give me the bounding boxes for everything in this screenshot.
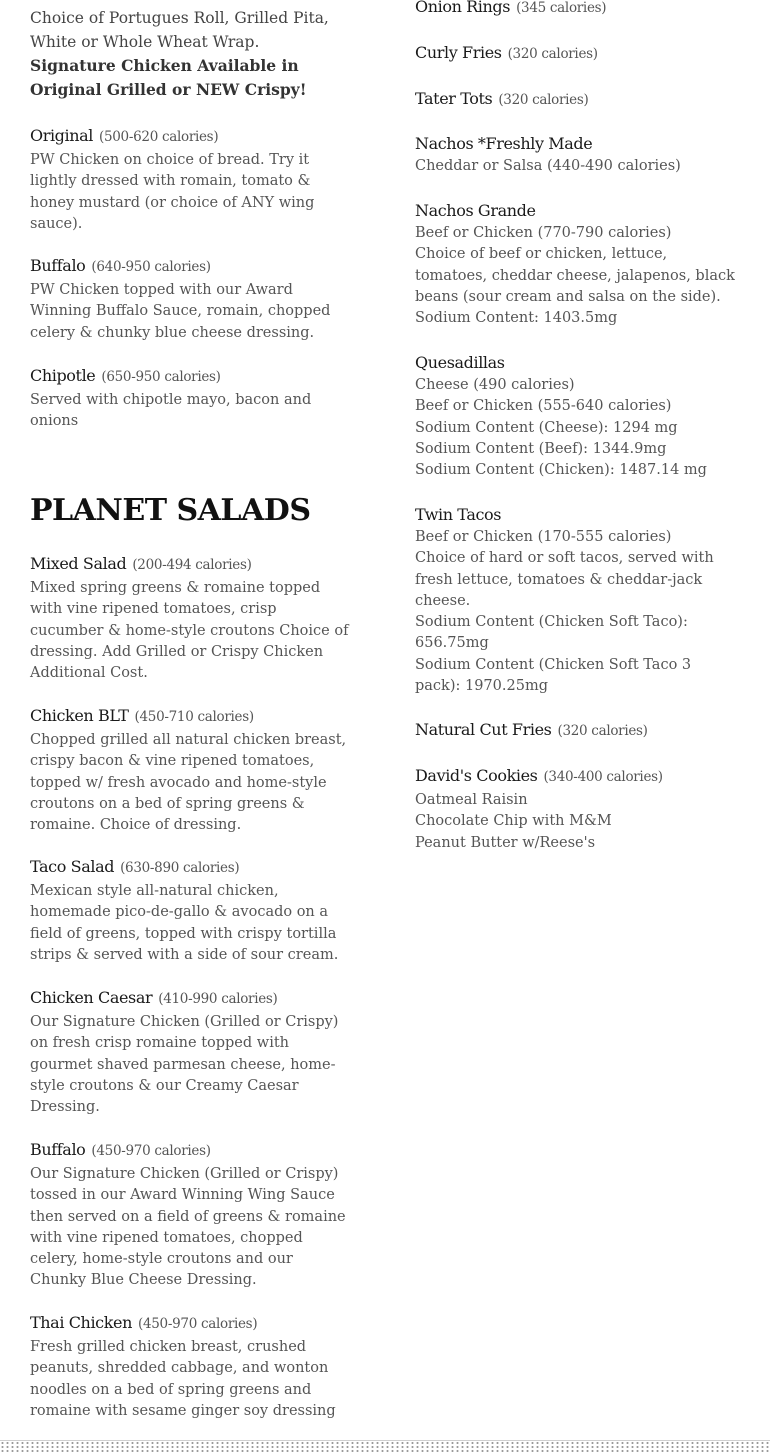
item-name: Nachos *Freshly Made [415,134,593,153]
menu-item-thai-chicken [30,1312,360,1422]
item-description: Our Signature Chicken (Grilled or Crispy) on fresh crisp romaine topped with gourmet shaved parmesan cheese, home- style croutons & our Creamy Caesar Dressing. [30,1014,339,1116]
item-name: Buffalo [30,256,86,275]
item-name: Mixed Salad [30,554,127,573]
item-name: Buffalo [30,1140,86,1159]
item-name: Chicken Caesar [30,988,153,1007]
item-calories: (650-950 calories) [101,369,221,385]
intro-bold-line: Signature Chicken Available in [30,56,299,75]
item-description: Mexican style all-natural chicken, homemade pico-de-gallo & avocado on a field of greens, topped with crispy tortilla strips & served with a side of sour cream. [30,883,339,963]
item-calories: (200-494 calories) [132,557,252,573]
section-title-planet-salads: PLANET SALADS [30,493,311,528]
item-description: Beef or Chicken (770-790 calories) Choice of beef or chicken, lettuce, tomatoes, cheddar cheese, jalapenos, black beans (sour cream and salsa on the side). Sodium Content: 1403.5mg [415,225,735,327]
menu-item-nachos-grande [415,200,755,329]
item-name: Chipotle [30,366,96,385]
item-description: Oatmeal Raisin Chocolate Chip with M&M Peanut Butter w/Reese's [415,792,612,851]
intro-line: White or Whole Wheat Wrap. [30,33,260,51]
item-calories: (450-970 calories) [138,1316,258,1332]
menu-item-davids-cookies [415,765,755,854]
menu-item-mixed-salad [30,553,360,684]
item-name: Quesadillas [415,353,505,372]
item-name: Curly Fries [415,43,502,62]
item-description: Fresh grilled chicken breast, crushed peanuts, shredded cabbage, and wonton noodles on a bed of spring greens and romaine with sesame ginger soy dressing [30,1339,336,1419]
item-description: Our Signature Chicken (Grilled or Crispy) tossed in our Award Winning Wing Sauce then served on a field of greens & romaine with vine ripened tomatoes, chopped celery, home-style croutons and our Chunky Blue Cheese Dressing. [30,1166,346,1289]
menu-item-buffalo-salad [30,1139,360,1292]
item-calories: (450-970 calories) [91,1143,211,1159]
item-calories: (320 calories) [557,723,648,739]
item-calories: (500-620 calories) [99,129,219,145]
item-calories: (320 calories) [498,92,589,108]
item-description: Served with chipotle mayo, bacon and onions [30,392,312,430]
menu-item-tater-tots [415,88,755,111]
menu-item-chicken-blt [30,705,360,836]
menu-item-twin-tacos [415,504,755,697]
item-description: Mixed spring greens & romaine topped with vine ripened tomatoes, crisp cucumber & home-style croutons Choice of dressing. Add Grilled or Crispy Chicken Additional Cost. [30,580,349,682]
item-name: David's Cookies [415,766,538,785]
menu-item-natural-cut-fries [415,719,755,742]
item-calories: (630-890 calories) [120,860,240,876]
item-name: Nachos Grande [415,201,536,220]
intro-bold-line: Original Grilled or NEW Crispy! [30,80,307,99]
item-calories: (320 calories) [507,46,598,62]
item-calories: (640-950 calories) [91,259,211,275]
menu-item-nachos [415,133,755,177]
item-calories: (410-990 calories) [158,991,278,1007]
item-name: Chicken BLT [30,706,129,725]
menu-item-onion-rings [415,0,755,19]
item-calories: (450-710 calories) [134,709,254,725]
menu-item-curly-fries [415,42,755,65]
item-name: Natural Cut Fries [415,720,552,739]
menu-item-original [30,125,360,235]
intro-line: Choice of Portugues Roll, Grilled Pita, [30,9,329,27]
item-name: Onion Rings [415,0,511,16]
item-description: PW Chicken on choice of bread. Try it lightly dressed with romain, tomato & honey mustard (or choice of ANY wing sauce). [30,152,315,232]
item-description: Cheese (490 calories) Beef or Chicken (555-640 calories) Sodium Content (Cheese): 1294 mg Sodium Content (Beef): 1344.9mg Sodium Content (Chicken): 1487.14 mg [415,377,707,479]
menu-item-chipotle [30,365,360,433]
item-name: Twin Tacos [415,505,502,524]
item-calories: (345 calories) [516,0,607,16]
item-description: Chopped grilled all natural chicken breast, crispy bacon & vine ripened tomatoes, topped w/ fresh avocado and home-style croutons on a bed of spring greens & romaine. Choice of dressing. [30,732,347,834]
item-calories: (340-400 calories) [543,769,663,785]
menu-item-chicken-caesar [30,987,360,1118]
item-description: PW Chicken topped with our Award Winning Buffalo Sauce, romain, chopped celery & chunky blue cheese dressing. [30,282,331,341]
item-description: Cheddar or Salsa (440-490 calories) [415,158,681,174]
menu-item-quesadillas [415,352,755,481]
menu-item-taco-salad [30,856,360,966]
dotted-footer-border [0,1440,770,1454]
item-description: Beef or Chicken (170-555 calories) Choice of hard or soft tacos, served with fresh lettuce, tomatoes & cheddar-jack cheese. Sodium Content (Chicken Soft Taco): 656.75mg Sodium Content (Chicken Soft Taco 3 pack): 1970.25mg [415,529,714,695]
item-name: Thai Chicken [30,1313,133,1332]
item-name: Tater Tots [415,89,493,108]
item-name: Taco Salad [30,857,115,876]
item-name: Original [30,126,94,145]
menu-item-buffalo-sandwich [30,255,360,344]
sandwiches-intro [30,6,360,102]
